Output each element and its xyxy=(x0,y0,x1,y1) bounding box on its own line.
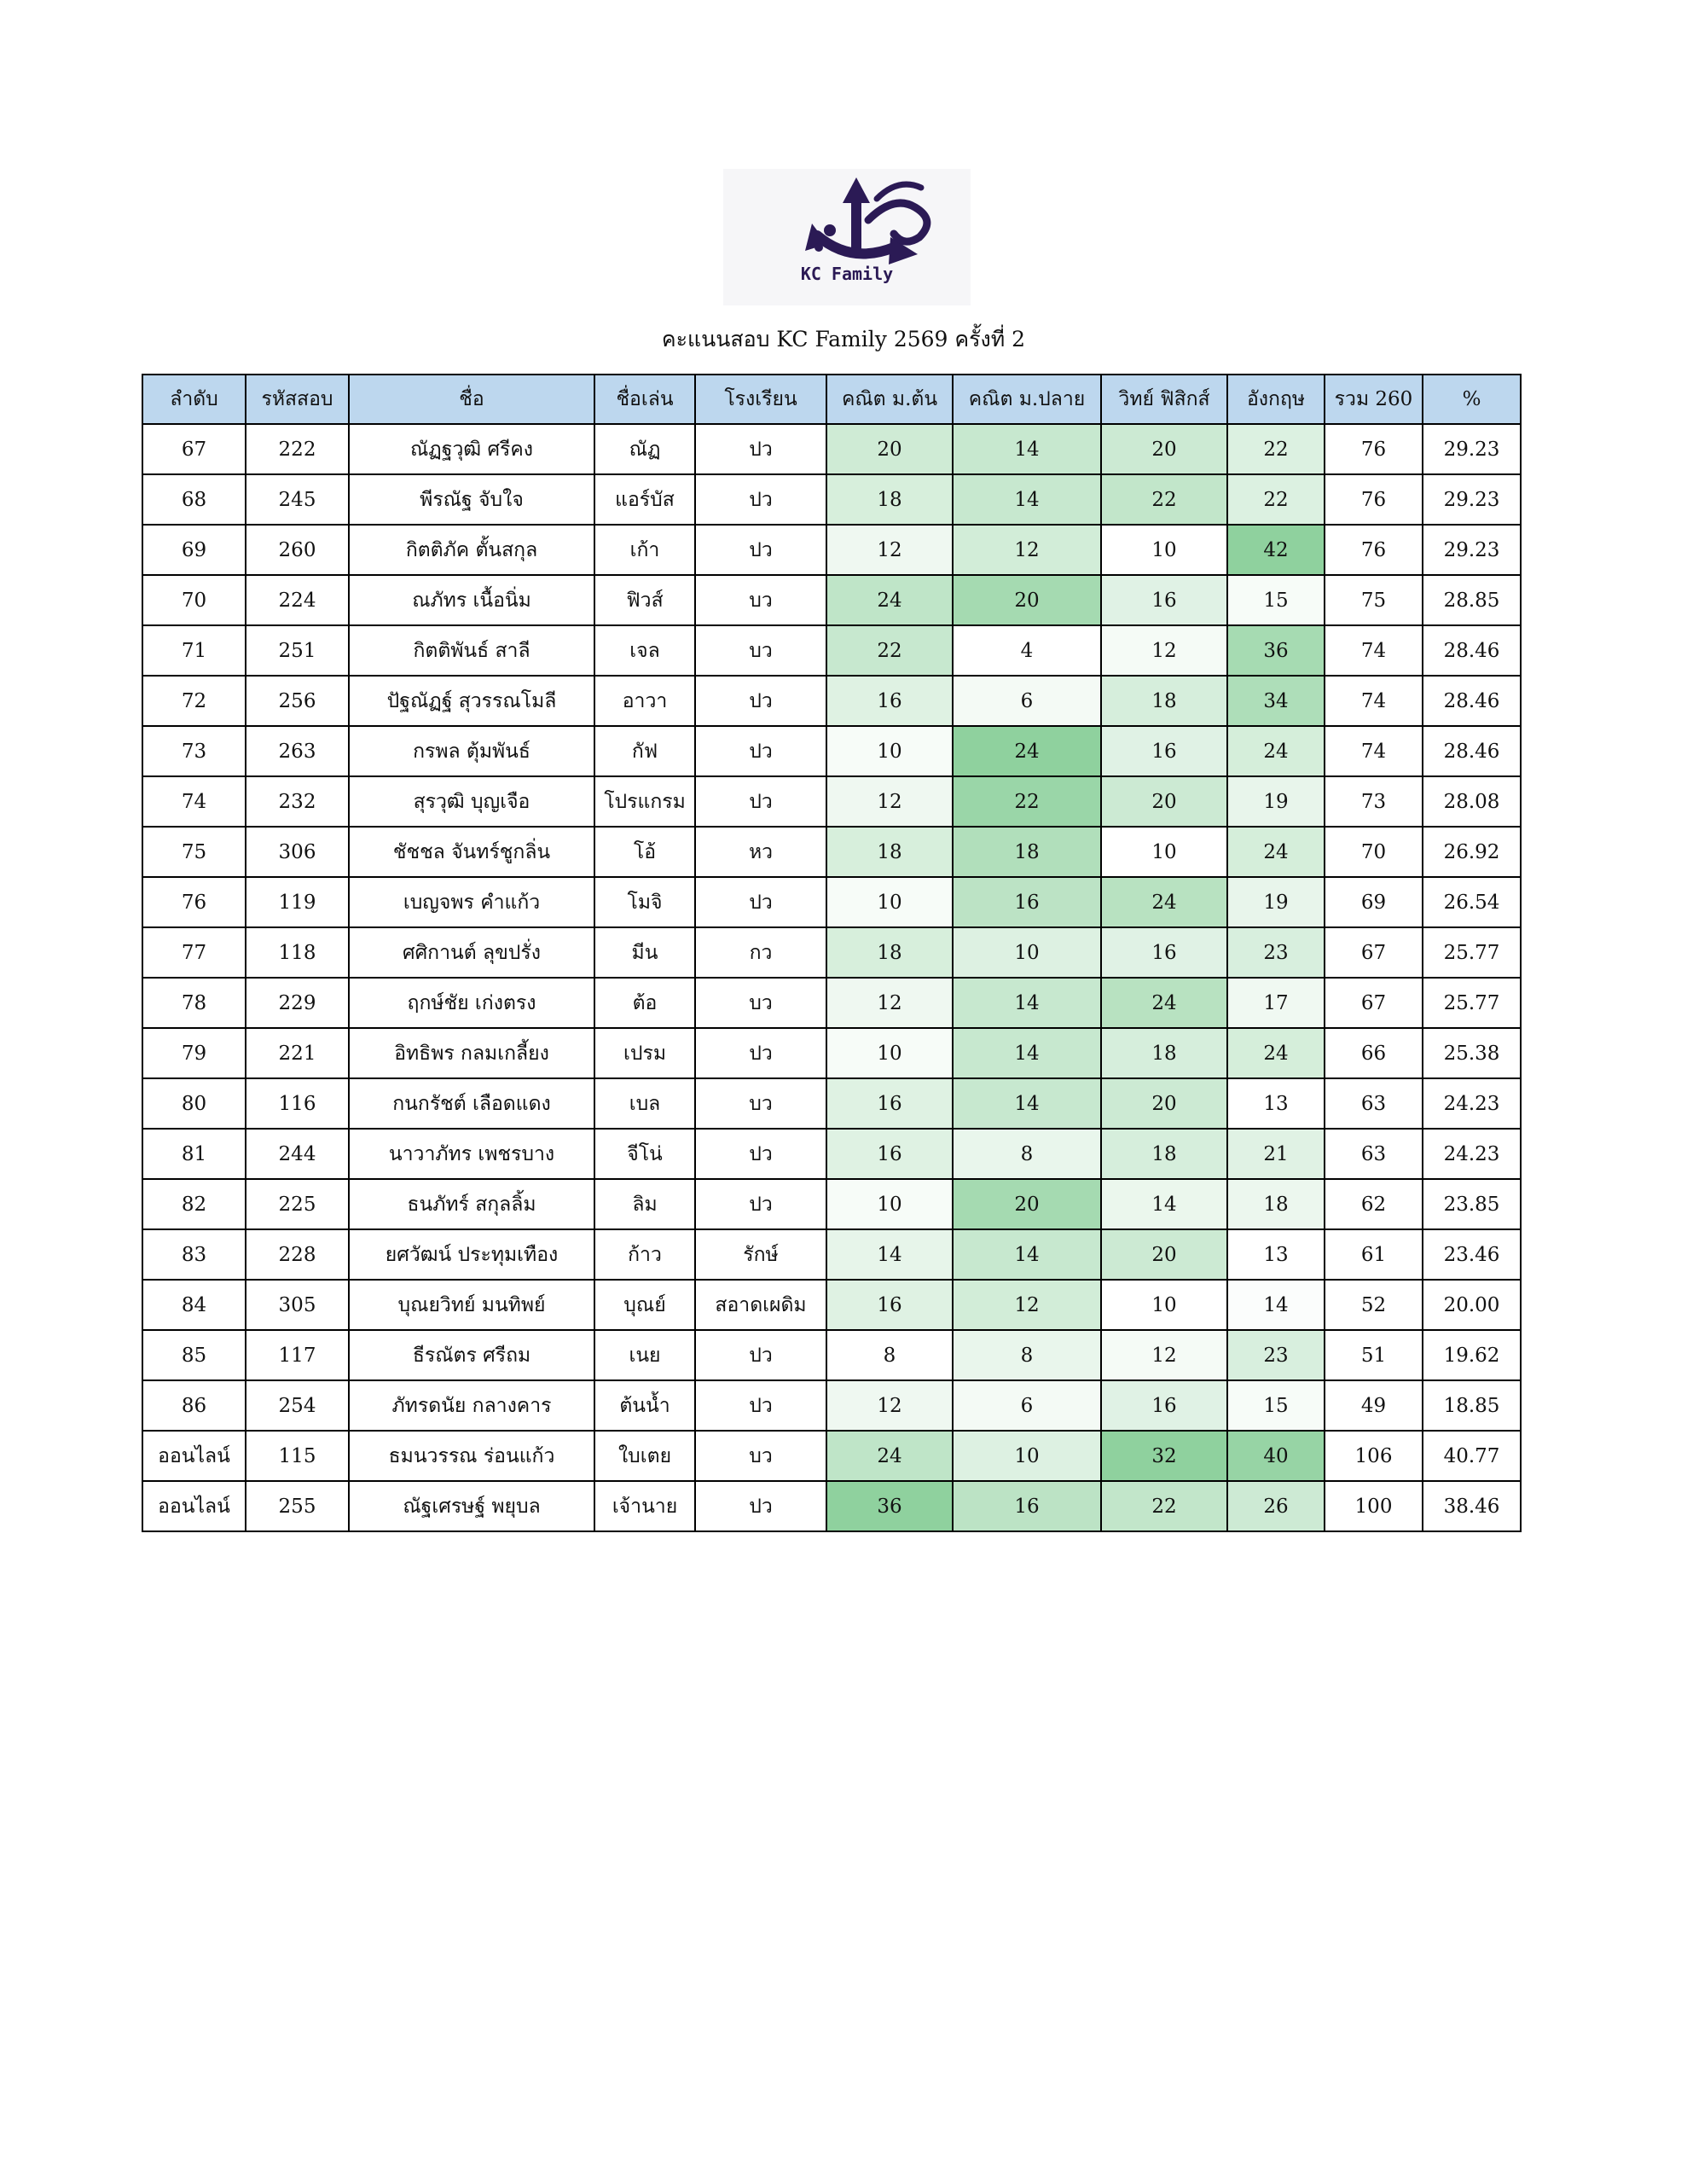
table-cell: 12 xyxy=(953,1280,1101,1330)
column-header: อังกฤษ xyxy=(1227,375,1325,424)
logo-text: KC Family xyxy=(800,264,894,284)
table-cell: 74 xyxy=(142,776,246,827)
table-cell: 72 xyxy=(142,676,246,726)
table-cell: ปว xyxy=(695,1481,826,1531)
table-cell: 16 xyxy=(826,1280,953,1330)
table-cell: ปว xyxy=(695,1129,826,1179)
table-cell: กิตติภัค ตั้นสกุล xyxy=(349,525,594,575)
table-cell: 29.23 xyxy=(1423,474,1521,525)
table-cell: 76 xyxy=(1325,525,1423,575)
table-cell: 20.00 xyxy=(1423,1280,1521,1330)
table-cell: แอร์บัส xyxy=(594,474,695,525)
table-cell: 20 xyxy=(953,575,1101,625)
table-cell: เก้า xyxy=(594,525,695,575)
table-cell: 76 xyxy=(1325,474,1423,525)
table-cell: 22 xyxy=(826,625,953,676)
table-cell: 28.85 xyxy=(1423,575,1521,625)
table-cell: อิทธิพร กลมเกลี้ยง xyxy=(349,1028,594,1078)
column-header: คณิต ม.ปลาย xyxy=(953,375,1101,424)
table-cell: บุณยวิทย์ มนทิพย์ xyxy=(349,1280,594,1330)
table-cell: 18 xyxy=(953,827,1101,877)
table-cell: 8 xyxy=(953,1330,1101,1380)
table-cell: 16 xyxy=(953,877,1101,927)
table-row xyxy=(142,625,1521,676)
table-cell: 76 xyxy=(142,877,246,927)
table-cell: 221 xyxy=(246,1028,349,1078)
table-cell: 22 xyxy=(953,776,1101,827)
table-cell: ฤกษ์ชัย เก่งตรง xyxy=(349,978,594,1028)
column-header: % xyxy=(1423,375,1521,424)
table-cell: 14 xyxy=(953,978,1101,1028)
table-row xyxy=(142,1078,1521,1129)
table-cell: ปว xyxy=(695,1380,826,1431)
table-cell: 19 xyxy=(1227,776,1325,827)
table-cell: 15 xyxy=(1227,575,1325,625)
table-cell: จีโน่ xyxy=(594,1129,695,1179)
table-cell: 76 xyxy=(1325,424,1423,474)
table-cell: 62 xyxy=(1325,1179,1423,1229)
table-cell: ปว xyxy=(695,1330,826,1380)
table-cell: 23 xyxy=(1227,927,1325,978)
table-cell: 22 xyxy=(1101,1481,1227,1531)
table-cell: กิตติพันธ์ สาลี xyxy=(349,625,594,676)
table-cell: เบล xyxy=(594,1078,695,1129)
table-cell: 14 xyxy=(953,424,1101,474)
table-cell: 18 xyxy=(1227,1179,1325,1229)
column-header: คณิต ม.ต้น xyxy=(826,375,953,424)
table-row xyxy=(142,474,1521,525)
table-cell: 28.08 xyxy=(1423,776,1521,827)
table-cell: ก้าว xyxy=(594,1229,695,1280)
table-cell: พีรณัฐ จับใจ xyxy=(349,474,594,525)
table-cell: บว xyxy=(695,978,826,1028)
table-cell: 10 xyxy=(953,927,1101,978)
table-cell: ลิม xyxy=(594,1179,695,1229)
table-cell: 18 xyxy=(826,474,953,525)
table-cell: ณัฏฐวุฒิ ศรีคง xyxy=(349,424,594,474)
table-cell: 16 xyxy=(1101,1380,1227,1431)
table-cell: 74 xyxy=(1325,676,1423,726)
table-cell: ปว xyxy=(695,776,826,827)
table-cell: 67 xyxy=(1325,927,1423,978)
table-cell: 305 xyxy=(246,1280,349,1330)
table-cell: บว xyxy=(695,625,826,676)
table-cell: 260 xyxy=(246,525,349,575)
table-cell: 14 xyxy=(953,1229,1101,1280)
table-cell: 22 xyxy=(1101,474,1227,525)
table-cell: ปัฐณัฏฐ์ สุวรรณโมลี xyxy=(349,676,594,726)
table-cell: 24.23 xyxy=(1423,1129,1521,1179)
table-cell: 14 xyxy=(953,474,1101,525)
table-cell: 66 xyxy=(1325,1028,1423,1078)
table-cell: 74 xyxy=(1325,726,1423,776)
table-cell: ปว xyxy=(695,1028,826,1078)
table-cell: ปว xyxy=(695,525,826,575)
table-cell: 34 xyxy=(1227,676,1325,726)
table-cell: 67 xyxy=(1325,978,1423,1028)
table-cell: ภัทรดนัย กลางคาร xyxy=(349,1380,594,1431)
table-cell: 18 xyxy=(1101,1028,1227,1078)
table-cell: 10 xyxy=(953,1431,1101,1481)
table-cell: สอาดเผดิม xyxy=(695,1280,826,1330)
table-row xyxy=(142,575,1521,625)
table-cell: ปว xyxy=(695,726,826,776)
table-cell: 263 xyxy=(246,726,349,776)
table-cell: 16 xyxy=(1101,726,1227,776)
table-cell: ปว xyxy=(695,676,826,726)
table-cell: กว xyxy=(695,927,826,978)
table-cell: 83 xyxy=(142,1229,246,1280)
table-cell: 20 xyxy=(1101,1229,1227,1280)
table-cell: กัฟ xyxy=(594,726,695,776)
table-cell: 118 xyxy=(246,927,349,978)
table-cell: 28.46 xyxy=(1423,676,1521,726)
table-cell: 20 xyxy=(826,424,953,474)
table-cell: 10 xyxy=(1101,827,1227,877)
table-cell: ณภัทร เนื้อนิ่ม xyxy=(349,575,594,625)
table-cell: 23.46 xyxy=(1423,1229,1521,1280)
table-cell: 24 xyxy=(1227,726,1325,776)
table-cell: 14 xyxy=(1101,1179,1227,1229)
table-cell: 81 xyxy=(142,1129,246,1179)
table-cell: 10 xyxy=(826,1179,953,1229)
table-cell: 24 xyxy=(1227,1028,1325,1078)
table-cell: สุรวุฒิ บุญเจือ xyxy=(349,776,594,827)
table-cell: 13 xyxy=(1227,1229,1325,1280)
table-row xyxy=(142,1330,1521,1380)
table-cell: 6 xyxy=(953,676,1101,726)
table-cell: 20 xyxy=(1101,424,1227,474)
table-cell: ฟิวส์ xyxy=(594,575,695,625)
table-cell: 16 xyxy=(826,676,953,726)
table-cell: 78 xyxy=(142,978,246,1028)
table-row xyxy=(142,1280,1521,1330)
table-cell: 20 xyxy=(1101,776,1227,827)
table-cell: หว xyxy=(695,827,826,877)
table-cell: 10 xyxy=(826,726,953,776)
table-cell: 8 xyxy=(953,1129,1101,1179)
table-cell: บว xyxy=(695,575,826,625)
table-cell: 24 xyxy=(1101,978,1227,1028)
table-row xyxy=(142,424,1521,474)
table-cell: ใบเตย xyxy=(594,1431,695,1481)
column-header: ชื่อเล่น xyxy=(594,375,695,424)
table-cell: 24 xyxy=(1227,827,1325,877)
column-header: วิทย์ ฟิสิกส์ xyxy=(1101,375,1227,424)
table-cell: ธีรณัตร ศรีถม xyxy=(349,1330,594,1380)
table-cell: 10 xyxy=(826,877,953,927)
table-cell: 16 xyxy=(953,1481,1101,1531)
table-cell: 26.54 xyxy=(1423,877,1521,927)
kc-family-logo xyxy=(723,169,971,305)
column-header: โรงเรียน xyxy=(695,375,826,424)
column-header: ชื่อ xyxy=(349,375,594,424)
table-cell: 18 xyxy=(1101,1129,1227,1179)
table-cell: 245 xyxy=(246,474,349,525)
table-cell: 85 xyxy=(142,1330,246,1380)
table-row xyxy=(142,827,1521,877)
table-cell: 80 xyxy=(142,1078,246,1129)
table-cell: โปรแกรม xyxy=(594,776,695,827)
table-cell: 225 xyxy=(246,1179,349,1229)
table-row xyxy=(142,1431,1521,1481)
table-cell: 16 xyxy=(826,1129,953,1179)
table-cell: 25.77 xyxy=(1423,927,1521,978)
table-cell: บุณย์ xyxy=(594,1280,695,1330)
table-cell: 40 xyxy=(1227,1431,1325,1481)
table-cell: 115 xyxy=(246,1431,349,1481)
table-row xyxy=(142,525,1521,575)
table-cell: 14 xyxy=(953,1028,1101,1078)
table-cell: 20 xyxy=(1101,1078,1227,1129)
table-cell: เปรม xyxy=(594,1028,695,1078)
table-cell: 306 xyxy=(246,827,349,877)
table-row xyxy=(142,978,1521,1028)
table-row xyxy=(142,1481,1521,1531)
table-cell: 10 xyxy=(1101,525,1227,575)
table-cell: ณัฏ xyxy=(594,424,695,474)
page-title: คะแนนสอบ KC Family 2569 ครั้งที่ 2 xyxy=(661,327,1026,351)
table-cell: 38.46 xyxy=(1423,1481,1521,1531)
table-cell: โมจิ xyxy=(594,877,695,927)
table-cell: 77 xyxy=(142,927,246,978)
table-cell: เจ้านาย xyxy=(594,1481,695,1531)
table-cell: 36 xyxy=(826,1481,953,1531)
table-cell: 29.23 xyxy=(1423,424,1521,474)
table-cell: 75 xyxy=(1325,575,1423,625)
table-cell: 24 xyxy=(826,575,953,625)
table-cell: รักษ์ xyxy=(695,1229,826,1280)
table-cell: 18.85 xyxy=(1423,1380,1521,1431)
table-cell: 67 xyxy=(142,424,246,474)
table-row xyxy=(142,927,1521,978)
table-cell: อาวา xyxy=(594,676,695,726)
table-cell: 17 xyxy=(1227,978,1325,1028)
table-cell: 10 xyxy=(1101,1280,1227,1330)
table-cell: 14 xyxy=(826,1229,953,1280)
table-cell: 119 xyxy=(246,877,349,927)
table-cell: ปว xyxy=(695,1179,826,1229)
table-cell: 29.23 xyxy=(1423,525,1521,575)
table-cell: นาวาภัทร เพชรบาง xyxy=(349,1129,594,1179)
table-cell: 63 xyxy=(1325,1078,1423,1129)
table-cell: 25.38 xyxy=(1423,1028,1521,1078)
table-cell: 14 xyxy=(1227,1280,1325,1330)
table-cell: 16 xyxy=(1101,927,1227,978)
table-cell: 63 xyxy=(1325,1129,1423,1179)
table-cell: เจล xyxy=(594,625,695,676)
table-cell: 8 xyxy=(826,1330,953,1380)
table-cell: มีน xyxy=(594,927,695,978)
table-cell: ออนไลน์ xyxy=(142,1481,246,1531)
table-cell: 70 xyxy=(1325,827,1423,877)
table-cell: 40.77 xyxy=(1423,1431,1521,1481)
table-cell: 222 xyxy=(246,424,349,474)
table-cell: 16 xyxy=(826,1078,953,1129)
table-cell: 251 xyxy=(246,625,349,676)
table-cell: 255 xyxy=(246,1481,349,1531)
table-cell: 12 xyxy=(1101,625,1227,676)
table-cell: 19.62 xyxy=(1423,1330,1521,1380)
table-cell: 69 xyxy=(1325,877,1423,927)
table-body xyxy=(142,424,1521,1531)
table-cell: 28.46 xyxy=(1423,726,1521,776)
table-cell: บว xyxy=(695,1431,826,1481)
table-cell: กรพล ตุ้มพันธ์ xyxy=(349,726,594,776)
table-cell: 244 xyxy=(246,1129,349,1179)
table-cell: ออนไลน์ xyxy=(142,1431,246,1481)
table-row xyxy=(142,776,1521,827)
table-cell: 117 xyxy=(246,1330,349,1380)
table-cell: 4 xyxy=(953,625,1101,676)
column-header: ลำดับ xyxy=(142,375,246,424)
table-cell: 86 xyxy=(142,1380,246,1431)
table-cell: บว xyxy=(695,1078,826,1129)
table-cell: 32 xyxy=(1101,1431,1227,1481)
table-cell: 69 xyxy=(142,525,246,575)
table-cell: 23 xyxy=(1227,1330,1325,1380)
table-cell: 52 xyxy=(1325,1280,1423,1330)
table-cell: 18 xyxy=(826,927,953,978)
table-row xyxy=(142,1179,1521,1229)
table-cell: 254 xyxy=(246,1380,349,1431)
table-row xyxy=(142,877,1521,927)
table-cell: 12 xyxy=(1101,1330,1227,1380)
table-cell: ชัชชล จันทร์ชูกลิ่น xyxy=(349,827,594,877)
table-cell: 10 xyxy=(826,1028,953,1078)
table-cell: 79 xyxy=(142,1028,246,1078)
table-cell: ปว xyxy=(695,474,826,525)
table-cell: ต้นน้ำ xyxy=(594,1380,695,1431)
table-cell: 70 xyxy=(142,575,246,625)
table-cell: 116 xyxy=(246,1078,349,1129)
table-cell: 24 xyxy=(953,726,1101,776)
table-cell: 6 xyxy=(953,1380,1101,1431)
table-row xyxy=(142,1229,1521,1280)
table-cell: 23.85 xyxy=(1423,1179,1521,1229)
table-cell: 21 xyxy=(1227,1129,1325,1179)
table-cell: 229 xyxy=(246,978,349,1028)
table-cell: 61 xyxy=(1325,1229,1423,1280)
table-cell: 12 xyxy=(826,776,953,827)
table-cell: 24 xyxy=(1101,877,1227,927)
table-cell: 106 xyxy=(1325,1431,1423,1481)
table-cell: 15 xyxy=(1227,1380,1325,1431)
table-cell: 74 xyxy=(1325,625,1423,676)
table-cell: 36 xyxy=(1227,625,1325,676)
table-cell: เนย xyxy=(594,1330,695,1380)
table-cell: 51 xyxy=(1325,1330,1423,1380)
scores-table xyxy=(142,374,1522,1532)
table-row xyxy=(142,676,1521,726)
table-cell: ธมนวรรณ ร่อนแก้ว xyxy=(349,1431,594,1481)
table-cell: 24.23 xyxy=(1423,1078,1521,1129)
table-cell: 26.92 xyxy=(1423,827,1521,877)
table-cell: เบญจพร คำแก้ว xyxy=(349,877,594,927)
table-cell: 19 xyxy=(1227,877,1325,927)
table-cell: 228 xyxy=(246,1229,349,1280)
table-cell: 71 xyxy=(142,625,246,676)
table-cell: 24 xyxy=(826,1431,953,1481)
table-cell: ศศิกานต์ ลุขปรั่ง xyxy=(349,927,594,978)
table-cell: 22 xyxy=(1227,474,1325,525)
table-header-row xyxy=(142,375,1521,424)
table-row xyxy=(142,1129,1521,1179)
table-cell: 12 xyxy=(826,978,953,1028)
table-cell: 14 xyxy=(953,1078,1101,1129)
table-cell: 25.77 xyxy=(1423,978,1521,1028)
table-cell: 75 xyxy=(142,827,246,877)
table-cell: 20 xyxy=(953,1179,1101,1229)
table-cell: 73 xyxy=(142,726,246,776)
table-cell: 12 xyxy=(826,525,953,575)
table-cell: กนกรัชต์ เลือดแดง xyxy=(349,1078,594,1129)
table-cell: ปว xyxy=(695,424,826,474)
table-cell: ปว xyxy=(695,877,826,927)
table-cell: 18 xyxy=(1101,676,1227,726)
table-row xyxy=(142,726,1521,776)
table-cell: 28.46 xyxy=(1423,625,1521,676)
table-cell: ณัฐเศรษฐ์ พยุบล xyxy=(349,1481,594,1531)
table-cell: โอ้ xyxy=(594,827,695,877)
table-cell: 232 xyxy=(246,776,349,827)
table-cell: ยศวัฒน์ ประทุมเทือง xyxy=(349,1229,594,1280)
table-cell: 100 xyxy=(1325,1481,1423,1531)
table-cell: 256 xyxy=(246,676,349,726)
table-row xyxy=(142,1380,1521,1431)
table-cell: 49 xyxy=(1325,1380,1423,1431)
table-cell: 12 xyxy=(826,1380,953,1431)
table-cell: 73 xyxy=(1325,776,1423,827)
column-header: รวม 260 xyxy=(1325,375,1423,424)
table-cell: 22 xyxy=(1227,424,1325,474)
table-cell: ต้อ xyxy=(594,978,695,1028)
table-cell: 13 xyxy=(1227,1078,1325,1129)
table-cell: 42 xyxy=(1227,525,1325,575)
table-cell: ธนภัทร์ สกุลลิ้ม xyxy=(349,1179,594,1229)
table-cell: 18 xyxy=(826,827,953,877)
column-header: รหัสสอบ xyxy=(246,375,349,424)
table-cell: 84 xyxy=(142,1280,246,1330)
table-cell: 12 xyxy=(953,525,1101,575)
table-cell: 68 xyxy=(142,474,246,525)
table-row xyxy=(142,1028,1521,1078)
table-cell: 82 xyxy=(142,1179,246,1229)
table-cell: 26 xyxy=(1227,1481,1325,1531)
table-cell: 16 xyxy=(1101,575,1227,625)
table-cell: 224 xyxy=(246,575,349,625)
